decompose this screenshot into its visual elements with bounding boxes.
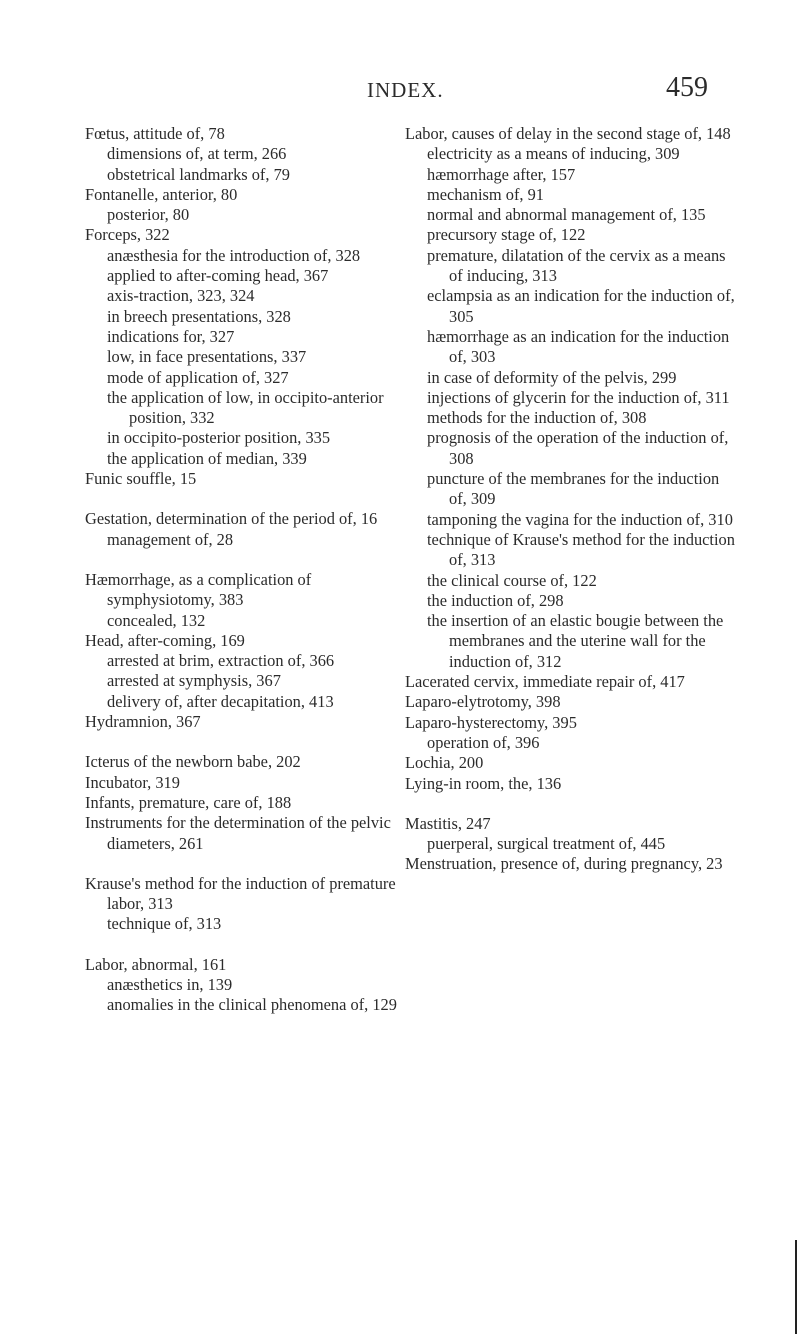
index-subentry: indications for, 327 (107, 326, 235, 346)
index-entry: Funic souffle, 15 (85, 469, 197, 489)
index-entry: Icterus of the newborn babe, 202 (85, 752, 301, 772)
index-subentry: the insertion of an elastic bougie between the membranes and the uterine wall for the induction of, 312 (427, 611, 724, 671)
index-entry: Mastitis, 247 (405, 813, 491, 833)
index-subentry: precursory stage of, 122 (427, 225, 586, 245)
index-subentry: prognosis of the operation of the induction of, 308 (427, 428, 729, 468)
index-subentry: low, in face presentations, 337 (107, 347, 307, 367)
index-subentry: delivery of, after decapitation, 413 (107, 691, 334, 711)
entry-group-spacer (85, 550, 415, 570)
index-entry: Laparo-elytrotomy, 398 (405, 692, 561, 712)
index-subentry: the clinical course of, 122 (427, 570, 597, 590)
index-entry: Lochia, 200 (405, 753, 484, 773)
index-entry: Krause's method for the induction of premature labor, 313 (85, 873, 396, 914)
index-column-right (405, 124, 735, 875)
index-subentry: operation of, 396 (427, 732, 540, 752)
index-subentry: puerperal, surgical treatment of, 445 (427, 834, 666, 854)
index-subentry: in case of deformity of the pelvis, 299 (427, 367, 677, 387)
index-entry: Fontanelle, anterior, 80 (85, 184, 238, 204)
entry-group-spacer (405, 794, 735, 814)
index-subentry: methods for the induction of, 308 (427, 408, 647, 428)
index-subentry: dimensions of, at term, 266 (107, 144, 287, 164)
index-subentry: eclampsia as an indication for the induction of, 305 (427, 286, 735, 326)
index-subentry: the application of low, in occipito-anterior position, 332 (107, 387, 384, 428)
index-column-left (85, 124, 415, 1016)
index-subentry: arrested at symphysis, 367 (107, 671, 281, 691)
index-subentry: electricity as a means of inducing, 309 (427, 144, 680, 164)
index-subentry: management of, 28 (107, 529, 234, 549)
index-subentry: normal and abnormal management of, 135 (427, 205, 706, 225)
index-subentry: the application of median, 339 (107, 448, 307, 468)
binding-edge-line (795, 1240, 797, 1334)
index-subentry: concealed, 132 (107, 610, 206, 630)
index-subentry: premature, dilatation of the cervix as a means of inducing, 313 (427, 245, 726, 286)
page-title: INDEX. (367, 78, 444, 102)
index-subentry: applied to after-coming head, 367 (107, 266, 329, 286)
index-entry: Head, after-coming, 169 (85, 630, 245, 650)
index-entry: Fœtus, attitude of, 78 (85, 124, 225, 143)
index-entry: Lacerated cervix, immediate repair of, 417 (405, 672, 685, 692)
index-subentry: obstetrical landmarks of, 79 (107, 164, 290, 184)
index-subentry: in breech presentations, 328 (107, 306, 291, 326)
index-subentry: posterior, 80 (107, 205, 190, 225)
index-entry: Gestation, determination of the period of, 16 (85, 509, 378, 529)
index-entry: Laparo-hysterectomy, 395 (405, 712, 577, 732)
index-entry: Forceps, 322 (85, 225, 170, 245)
index-subentry: tamponing the vagina for the induction of, 310 (427, 509, 733, 529)
entry-group-spacer (85, 854, 415, 874)
entry-group-spacer (85, 935, 415, 955)
index-subentry: technique of, 313 (107, 914, 222, 934)
entry-group-spacer (85, 489, 415, 509)
index-entry: Lying-in room, the, 136 (405, 773, 562, 793)
index-subentry: anæsthetics in, 139 (107, 974, 233, 994)
index-entry: Menstruation, presence of, during pregnancy, 23 (405, 854, 723, 874)
index-subentry: mechanism of, 91 (427, 184, 544, 204)
entry-group-spacer (85, 732, 415, 752)
page-number: 459 (666, 72, 708, 103)
index-subentry: arrested at brim, extraction of, 366 (107, 651, 335, 671)
index-subentry: anæsthesia for the introduction of, 328 (107, 245, 361, 265)
index-subentry: hæmorrhage as an indication for the induction of, 303 (427, 326, 730, 367)
page-header (0, 72, 800, 112)
index-entry: Instruments for the determination of the pelvic diameters, 261 (85, 813, 391, 853)
index-entry: Labor, abnormal, 161 (85, 954, 227, 974)
index-subentry: in occipito-posterior position, 335 (107, 428, 331, 448)
index-subentry: anomalies in the clinical phenomena of, 129 (107, 995, 397, 1015)
index-entry: Labor, causes of delay in the second stage of, 148 (405, 124, 731, 143)
index-entry: Infants, premature, care of, 188 (85, 792, 292, 812)
index-subentry: hæmorrhage after, 157 (427, 164, 576, 184)
index-entry: Hydramnion, 367 (85, 712, 201, 732)
index-subentry: technique of Krause's method for the induction of, 313 (427, 529, 735, 570)
index-entry: Hæmorrhage, as a complication of symphysiotomy, 383 (85, 569, 312, 610)
index-subentry: injections of glycerin for the induction of, 311 (427, 387, 730, 407)
index-entry: Incubator, 319 (85, 772, 180, 792)
index-subentry: mode of application of, 327 (107, 367, 289, 387)
index-subentry: puncture of the membranes for the induction of, 309 (427, 469, 720, 509)
index-subentry: axis-traction, 323, 324 (107, 286, 255, 306)
index-subentry: the induction of, 298 (427, 590, 564, 610)
